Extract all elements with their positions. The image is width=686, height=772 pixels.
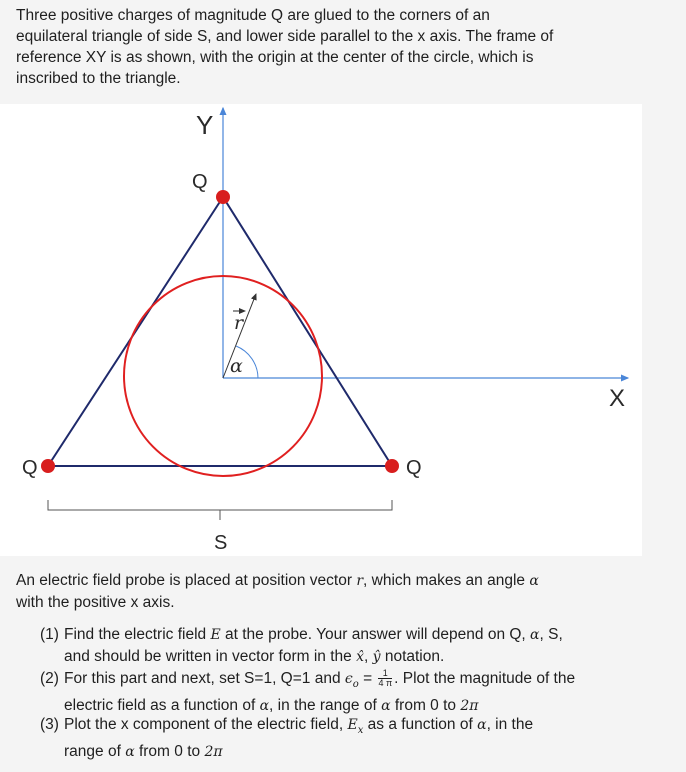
charge-top xyxy=(216,190,230,204)
axis-y-label: Y xyxy=(196,110,214,140)
epsilon-fraction: $\frac{1}{4 \pi}$ xyxy=(378,668,393,689)
questions-panel xyxy=(0,556,686,772)
diagram-panel xyxy=(0,104,686,556)
e-vector-symbol: E xyxy=(210,627,221,643)
question-3: (3) Plot the x component of the electric field, $E_x$ as a function of α, in the range of α from 0 to 2π xyxy=(40,716,534,761)
triangle xyxy=(48,197,392,466)
intro-line-3: reference XY is as shown, with the origin at the center of the circle, which is xyxy=(16,49,534,66)
alpha-label: α xyxy=(230,355,243,377)
question-1: (1) Find the electric field E at the probe. Your answer will depend on Q, α, S, and should be written in vector form in the x̂, ŷ notation. xyxy=(40,626,563,665)
intro-panel xyxy=(0,0,686,104)
charge-right xyxy=(385,459,399,473)
intro-line-4: inscribed to the triangle. xyxy=(16,70,181,87)
intro-text xyxy=(16,5,666,89)
question-2: (2) For this part and next, set S=1, Q=1 and $\epsilon_o$ = $\frac{1}{4 \pi}$ . Plot the magnitude of the electric field as a function of α, in the range of α from 0 to 2π xyxy=(40,668,576,715)
intro-line-2: equilateral triangle of side S, and lower side parallel to the x axis. The frame of xyxy=(16,28,554,45)
r-vector-symbol: r xyxy=(356,573,364,589)
intro-line-1: Three positive charges of magnitude Q are glued to the corners of an xyxy=(16,7,490,24)
r-label: r xyxy=(234,312,244,334)
side-bracket xyxy=(48,500,392,510)
charge-left-label: Q xyxy=(22,457,38,479)
triangle-diagram xyxy=(0,104,686,556)
diagram-margin xyxy=(642,104,686,556)
charge-right-label: Q xyxy=(406,457,422,479)
probe-text: An electric field probe is placed at position vector r, which makes an angle α with the positive x axis. xyxy=(16,572,539,611)
axis-x-label: X xyxy=(609,385,626,412)
charge-left xyxy=(41,459,55,473)
side-label: S xyxy=(214,532,228,554)
charge-top-label: Q xyxy=(192,171,208,193)
